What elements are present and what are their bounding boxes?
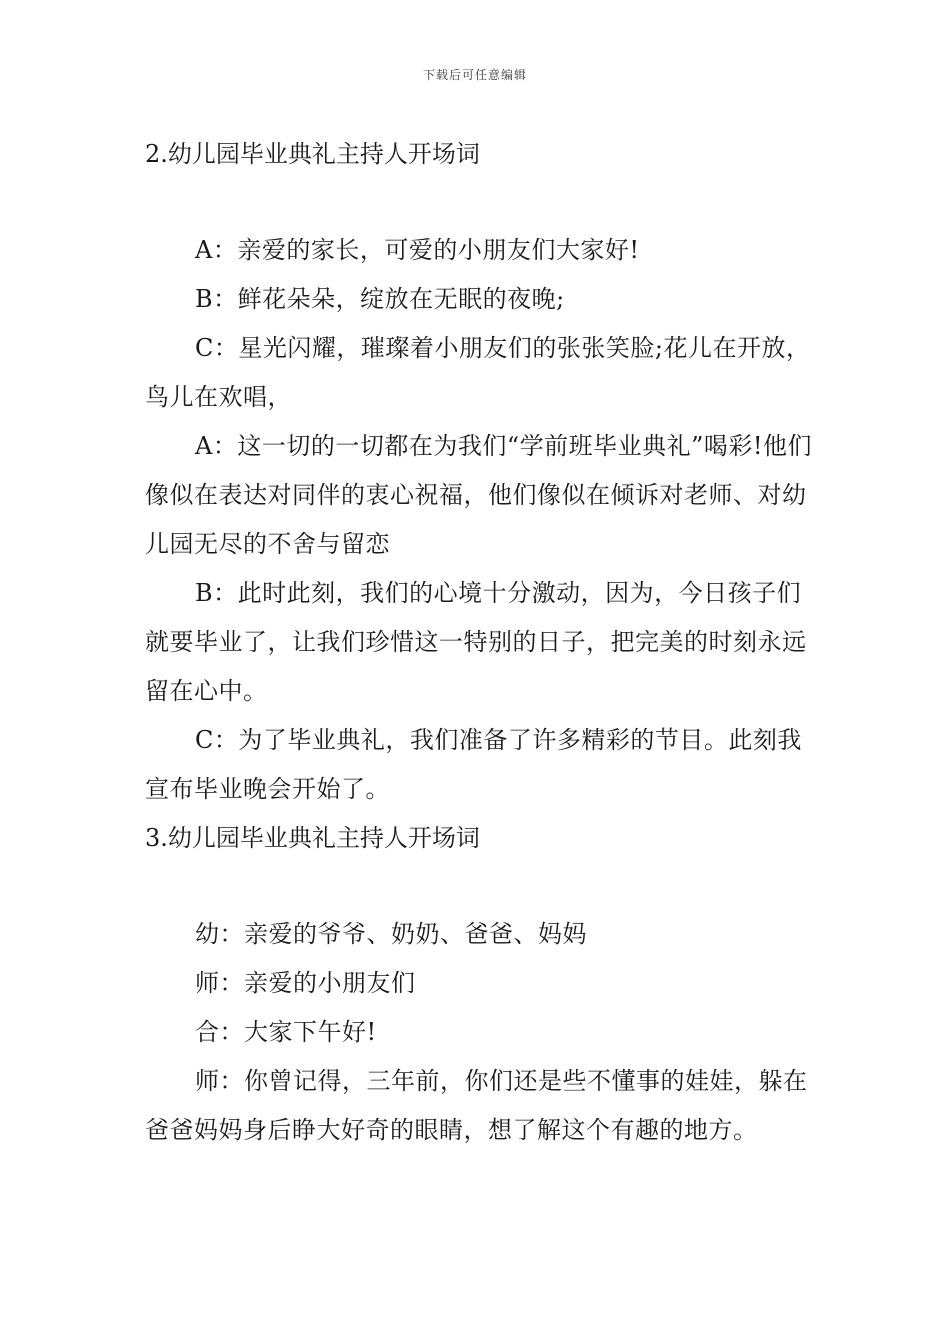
blank-line <box>145 178 815 226</box>
section-3-title: 3.幼儿园毕业典礼主持人开场词 <box>145 824 480 852</box>
paragraph: C：为了毕业典礼，我们准备了许多精彩的节目。此刻我宣布毕业晚会开始了。 <box>145 726 802 803</box>
paragraph: 合：大家下午好! <box>195 1018 377 1046</box>
paragraph: B：鲜花朵朵，绽放在无眠的夜晚; <box>195 285 565 313</box>
paragraph: C：星光闪耀，璀璨着小朋友们的张张笑脸;花儿在开放，鸟儿在欢唱， <box>145 334 811 411</box>
paragraph: 师：亲爱的小朋友们 <box>195 969 416 997</box>
blank-line <box>145 862 815 910</box>
section-2-title: 2.幼儿园毕业典礼主持人开场词 <box>145 140 480 168</box>
paragraph: B：此时此刻，我们的心境十分激动，因为，今日孩子们就要毕业了，让我们珍惜这一特别的日子，把完美的时刻永远留在心中。 <box>145 579 807 705</box>
paragraph: 师：你曾记得，三年前，你们还是些不懂事的娃娃，躲在爸爸妈妈身后睁大好奇的眼睛，想了解这个有趣的地方。 <box>145 1067 808 1144</box>
page-header: 下载后可任意编辑 <box>422 68 527 82</box>
paragraph: A：这一切的一切都在为我们“学前班毕业典礼”喝彩!他们像似在表达对同伴的衷心祝福，他们像似在倾诉对老师、对幼儿园无尽的不舍与留恋 <box>145 432 813 558</box>
paragraph: 幼：亲爱的爷爷、奶奶、爸爸、妈妈 <box>195 920 587 948</box>
document-body <box>145 130 815 1155</box>
paragraph: A：亲爱的家长，可爱的小朋友们大家好! <box>195 236 640 264</box>
